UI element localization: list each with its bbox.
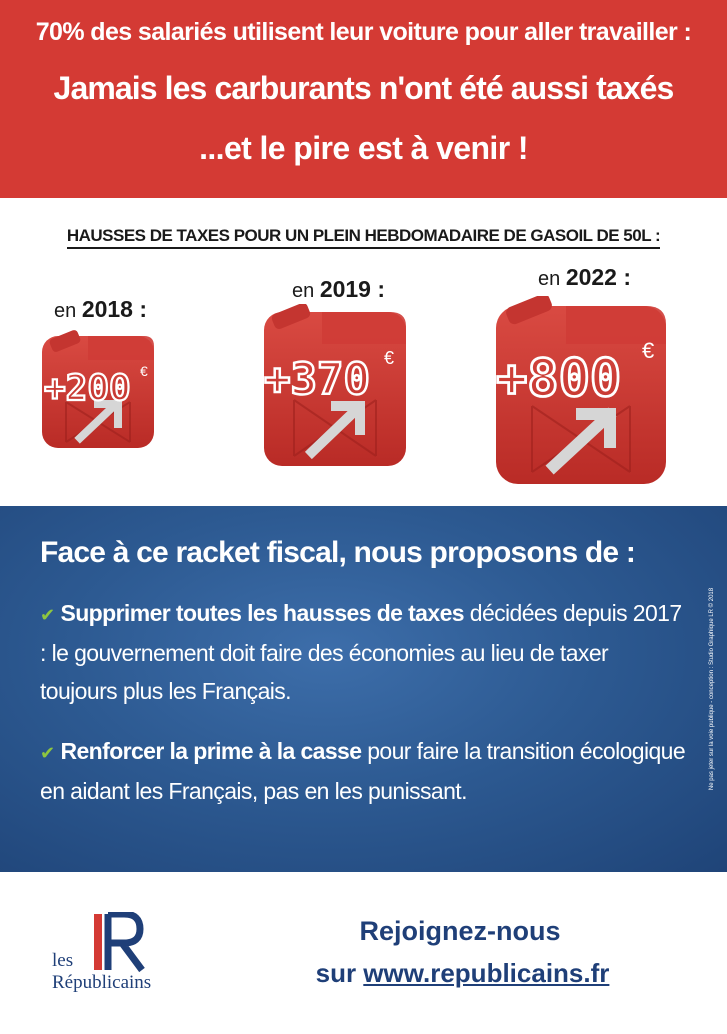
year-value: 2022: [565, 264, 617, 290]
year-prefix: en: [292, 280, 315, 302]
lr-logo-mark-icon: [92, 912, 152, 974]
subtitle-text: HAUSSES DE TAXES POUR UN PLEIN HEBDOMADAIRE DE GASOIL DE 50L :: [67, 226, 660, 249]
year-prefix: en: [538, 268, 561, 290]
year-value: 2018: [81, 296, 133, 322]
proposal-item: [40, 594, 690, 710]
jerrycan-icon: [260, 304, 410, 470]
header-line-1: 70% des salariés utilisent leur voiture pour aller travailler :: [35, 18, 692, 46]
header-line-3: ...et le pire est à venir !: [199, 130, 528, 166]
year-label-2019: [292, 276, 385, 303]
proposal-bold: Renforcer la prime à la casse: [60, 738, 362, 764]
year-value: 2019: [319, 276, 371, 302]
proposal-item: [40, 732, 690, 810]
header-banner: [0, 0, 727, 198]
currency-2019: €: [384, 348, 395, 368]
year-label-2018: [54, 296, 147, 323]
proposals-section: [0, 506, 727, 872]
proposals-title: Face à ce racket fiscal, nous proposons de :: [40, 536, 636, 569]
jerrycan-icon: [492, 296, 670, 488]
cta-prefix: sur: [315, 958, 364, 988]
year-suffix: :: [370, 276, 386, 302]
year-label-2022: [538, 264, 631, 291]
cta-join: Rejoignez-nous: [359, 916, 561, 946]
increase-value-2019: +370: [264, 354, 370, 405]
checkmark-icon: ✔: [40, 605, 55, 625]
section-subtitle: [0, 226, 727, 246]
currency-2022: €: [642, 338, 655, 363]
year-suffix: :: [132, 296, 148, 322]
proposal-text: pour faire la transition écologique en aidant les Français, pas en les punissant.: [40, 738, 686, 804]
proposal-bold: Supprimer toutes les hausses de taxes: [60, 600, 464, 626]
increase-value-2022: +800: [496, 349, 622, 409]
jerrycan-icon: [36, 330, 160, 454]
currency-2018: €: [140, 363, 148, 379]
logo-text-les: les: [52, 950, 74, 971]
credit-text: Ne pas jeter sur la voie publique - conception : Studio Graphique LR © 2018: [709, 587, 715, 791]
year-suffix: :: [616, 264, 632, 290]
header-line-2: Jamais les carburants n'ont été aussi taxés: [53, 70, 674, 106]
website-link[interactable]: www.republicains.fr: [363, 958, 610, 988]
year-prefix: en: [54, 300, 77, 322]
les-republicains-logo: [52, 912, 182, 1002]
logo-text-republicains: Républicains: [52, 972, 152, 993]
proposal-text: décidées depuis 2017 : le gouvernement doit faire des économies au lieu de taxer toujours plus les Français.: [40, 600, 682, 704]
increase-value-2018: +200: [44, 368, 131, 409]
cta-website: [290, 958, 635, 989]
checkmark-icon: ✔: [40, 743, 55, 763]
